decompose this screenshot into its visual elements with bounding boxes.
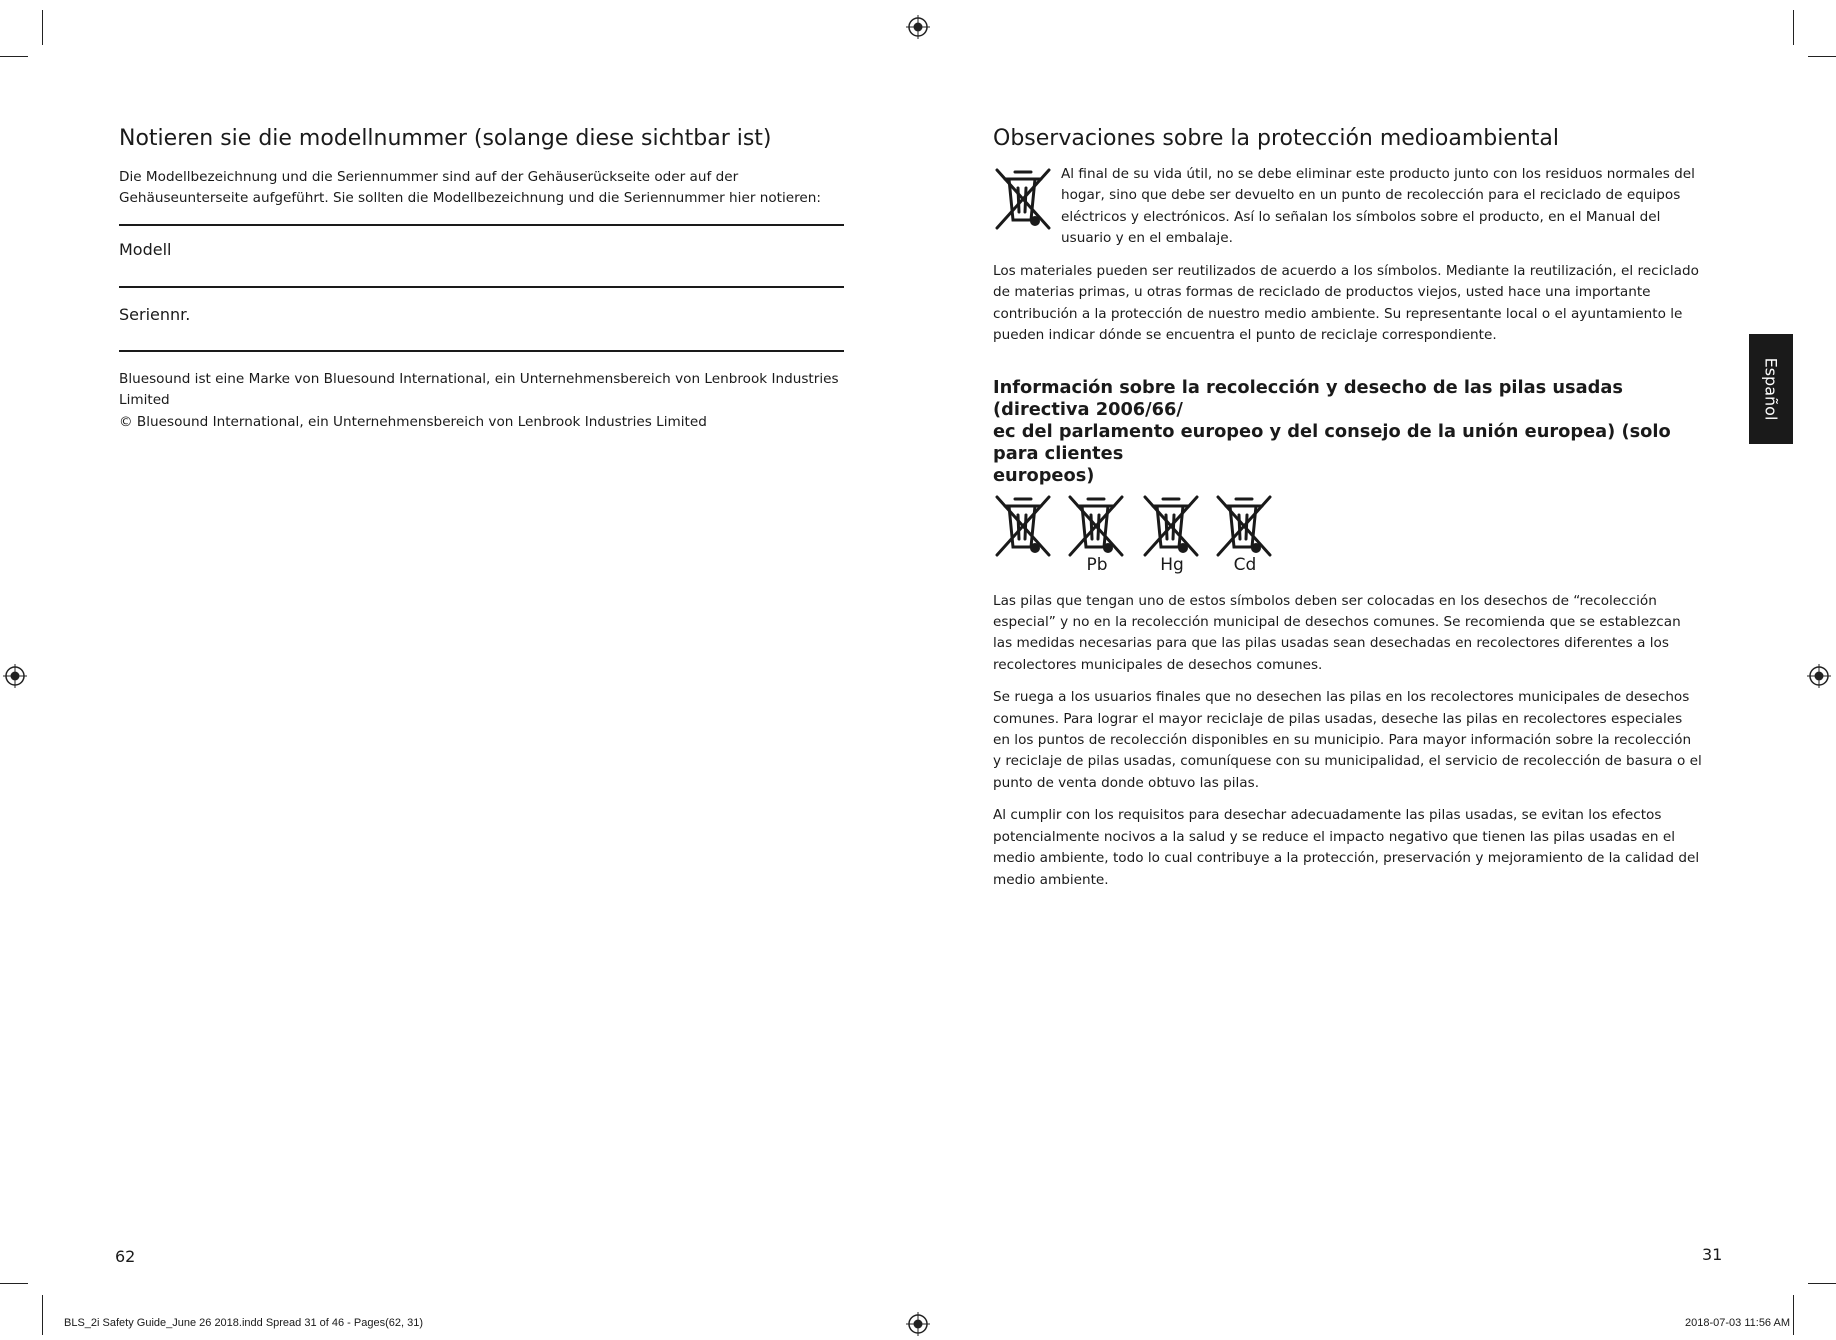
model-field-label: Modell bbox=[119, 239, 172, 259]
battery-paragraph-line: punto de venta donde obtuvo las pilas. bbox=[993, 774, 1260, 791]
crop-mark bbox=[1793, 1295, 1794, 1335]
crop-mark bbox=[0, 56, 28, 57]
battery-section-title: ec del parlamento europeo y del consejo de la unión europea) (solo para clientes bbox=[993, 420, 1671, 464]
battery-symbols bbox=[993, 493, 1709, 581]
crop-mark bbox=[1808, 56, 1836, 57]
battery-paragraph-line: Se ruega a los usuarios finales que no desechen las pilas en los recolectores municipales de desechos bbox=[993, 689, 1690, 706]
crop-mark bbox=[1793, 10, 1794, 45]
battery-section-title: Información sobre la recolección y desecho de las pilas usadas (directiva 2006/66/ bbox=[993, 376, 1623, 420]
materials-line: de materias primas, u otras formas de reciclado de productos viejos, usted hace una importante bbox=[993, 284, 1651, 301]
chem-label-cd: Cd bbox=[1233, 554, 1257, 575]
crop-mark bbox=[0, 1283, 28, 1284]
right-page-number: 31 bbox=[1702, 1245, 1723, 1264]
registration-mark-icon bbox=[906, 15, 930, 39]
weee-block bbox=[993, 164, 1709, 250]
trademark-line: Limited bbox=[119, 392, 170, 409]
crossed-bin-icon bbox=[993, 166, 1053, 232]
battery-paragraph-line: y reciclaje de pilas usadas, comuníquese con su municipalidad, el servicio de recolección de basura o el bbox=[993, 753, 1702, 770]
weee-line: eléctricos y electrónicos. Así lo señalan los símbolos sobre el producto, en el Manual del bbox=[1061, 208, 1661, 225]
crop-mark bbox=[42, 10, 43, 45]
left-page-number: 62 bbox=[115, 1247, 136, 1266]
crop-mark bbox=[1808, 1283, 1836, 1284]
slug-timestamp: 2018-07-03 11:56 AM bbox=[1685, 1317, 1790, 1329]
chem-label-hg: Hg bbox=[1160, 554, 1184, 575]
crossed-bin-pb-icon bbox=[1066, 493, 1126, 557]
language-tab bbox=[1749, 334, 1793, 444]
crop-mark bbox=[42, 1295, 43, 1335]
weee-line: hogar, sino que debe ser devuelto en un punto de recolección para el reciclado de equipos bbox=[1061, 187, 1681, 204]
trademark-line: Bluesound ist eine Marke von Bluesound International, ein Unternehmensbereich von Lenbrook Industries bbox=[119, 370, 839, 387]
materials-line: pueden indicar dónde se encuentra el punto de reciclaje correspondiente. bbox=[993, 327, 1497, 344]
materials-line: Los materiales pueden ser reutilizados de acuerdo a los símbolos. Mediante la reutilización, el reciclado bbox=[993, 263, 1699, 279]
registration-mark-icon bbox=[3, 664, 27, 688]
battery-paragraph-line: Las pilas que tengan uno de estos símbolos deben ser colocadas en los desechos de “recolección bbox=[993, 592, 1657, 609]
model-intro-line: Gehäuseunterseite aufgeführt. Sie sollten die Modellbezeichnung und die Seriennummer hier notieren: bbox=[119, 190, 821, 207]
battery-paragraph-line: especial” y no en la recolección municipal de desechos comunes. Se recomienda que se establezcan bbox=[993, 614, 1681, 631]
slug-file-info: BLS_2i Safety Guide_June 26 2018.indd Spread 31 of 46 - Pages(62, 31) bbox=[64, 1317, 423, 1329]
serial-field-label: Seriennr. bbox=[119, 304, 191, 324]
battery-paragraph-line: Al cumplir con los requisitos para desechar adecuadamente las pilas usadas, se evitan los efectos bbox=[993, 807, 1662, 824]
model-section-title: Notieren sie die modellnummer (solange diese sichtbar ist) bbox=[119, 126, 772, 151]
battery-paragraph-line: medio ambiente, todo lo cual contribuye a la protección, preservación y mejoramiento de la calidad del bbox=[993, 850, 1700, 867]
language-tab-label: Español bbox=[1761, 357, 1781, 421]
materials-line: contribución a la protección de nuestro medio ambiente. Su representante local o el ayuntamiento le bbox=[993, 305, 1683, 322]
right-page-content bbox=[993, 125, 1709, 891]
battery-paragraph-line: las medidas necesarias para que las pilas usadas sean desechadas en recolectores diferentes a los bbox=[993, 635, 1669, 652]
left-page-content bbox=[119, 125, 843, 433]
chem-label-pb: Pb bbox=[1086, 554, 1108, 575]
weee-line: Al final de su vida útil, no se debe eliminar este producto junto con los residuos normales del bbox=[1061, 166, 1695, 182]
weee-line: usuario y en el embalaje. bbox=[1061, 230, 1233, 247]
registration-mark-icon bbox=[1807, 664, 1831, 688]
battery-paragraph-line: recolectores municipales de desechos comunes. bbox=[993, 656, 1323, 673]
battery-paragraph-line: medio ambiente. bbox=[993, 871, 1109, 888]
battery-paragraph-line: comunes. Para lograr el mayor reciclaje de pilas usadas, deseche las pilas en recolectores especiales bbox=[993, 710, 1683, 727]
crossed-bin-cd-icon bbox=[1214, 493, 1274, 557]
crossed-bin-hg-icon bbox=[1141, 493, 1201, 557]
battery-section-title: europeos) bbox=[993, 464, 1095, 486]
copyright-line: © Bluesound International, ein Unternehmensbereich von Lenbrook Industries Limited bbox=[119, 413, 707, 430]
battery-paragraph-line: potencialmente nocivos a la salud y se reduce el impacto negativo que tienen las pilas usadas en el bbox=[993, 828, 1675, 845]
battery-paragraph-line: en los puntos de recolección disponibles en su municipio. Para mayor información sobre la recolección bbox=[993, 732, 1692, 749]
registration-mark-icon bbox=[906, 1312, 930, 1336]
model-intro-line: Die Modellbezeichnung und die Seriennummer sind auf der Gehäuserückseite oder auf der bbox=[119, 169, 739, 185]
environment-section-title: Observaciones sobre la protección medioambiental bbox=[993, 126, 1560, 151]
crossed-bin-icon bbox=[993, 493, 1053, 557]
